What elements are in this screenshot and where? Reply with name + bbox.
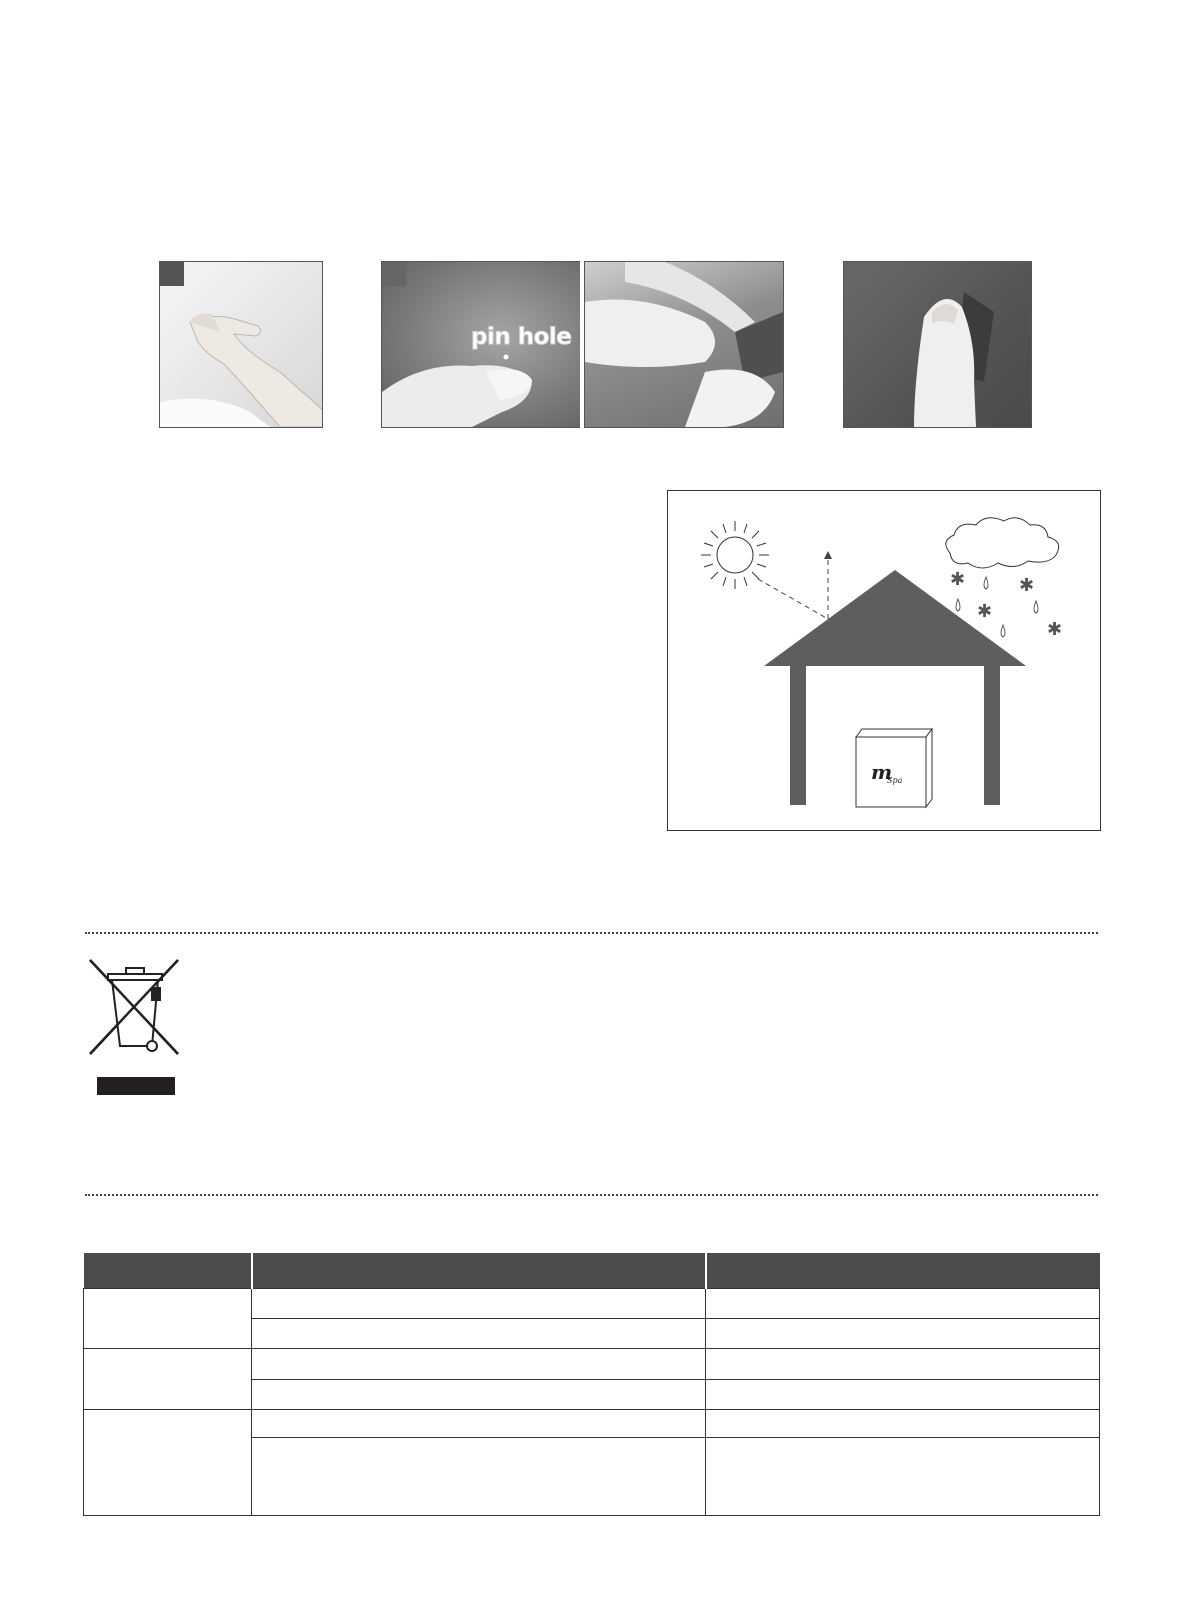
table-cell <box>84 1410 252 1516</box>
hand-wiping-illustration <box>160 262 322 427</box>
table-cell <box>706 1319 1100 1349</box>
step-number-badge <box>844 262 868 286</box>
table-cell <box>252 1289 706 1319</box>
thumb-pressing-illustration <box>844 262 1031 427</box>
spec-table <box>83 1253 1100 1516</box>
spa-unit <box>856 729 932 807</box>
brand-logo-script: Spa <box>887 776 903 785</box>
weee-disposal-icon <box>86 958 182 1058</box>
svg-text:✱: ✱ <box>1047 619 1063 640</box>
section-divider <box>85 932 1098 934</box>
table-cell <box>252 1380 706 1410</box>
table-cell <box>706 1410 1100 1438</box>
step-photo-wipe-surface <box>159 261 323 428</box>
sun-icon <box>701 521 769 589</box>
brand-logo: m <box>871 760 893 784</box>
table-cell <box>706 1438 1100 1516</box>
svg-text:✱: ✱ <box>977 601 993 622</box>
house-post-right <box>984 663 1000 805</box>
table-cell <box>252 1438 706 1516</box>
house-weather-illustration <box>668 491 1100 830</box>
table-cell <box>84 1349 252 1410</box>
section-divider <box>85 1194 1098 1196</box>
step-photo-peel-backing <box>584 261 784 428</box>
table-header-cell <box>706 1253 1100 1289</box>
table-header-row <box>84 1253 1100 1289</box>
installation-location-diagram <box>667 490 1101 831</box>
house-post-left <box>790 663 806 805</box>
table-cell <box>706 1349 1100 1380</box>
table-cell <box>84 1289 252 1349</box>
step-photo-press-on <box>843 261 1032 428</box>
weee-date-bar <box>97 1077 175 1095</box>
table-header-cell <box>252 1253 706 1289</box>
table-row <box>84 1349 1100 1380</box>
table-cell <box>706 1380 1100 1410</box>
table-row <box>84 1410 1100 1438</box>
cloud-icon <box>946 518 1059 568</box>
table-cell <box>252 1319 706 1349</box>
fingers-peeling-illustration <box>585 262 783 427</box>
table-cell <box>252 1349 706 1380</box>
table-cell <box>252 1410 706 1438</box>
svg-text:✱: ✱ <box>1019 575 1035 596</box>
table-cell <box>706 1289 1100 1319</box>
svg-text:✱: ✱ <box>950 569 966 590</box>
table-row <box>84 1289 1100 1319</box>
finger-pointing-illustration <box>382 262 581 427</box>
step-number-badge <box>160 262 184 286</box>
table-header-cell <box>84 1253 252 1289</box>
pin-hole-label: pin hole <box>471 324 572 350</box>
step-photo-pin-hole <box>381 261 582 428</box>
